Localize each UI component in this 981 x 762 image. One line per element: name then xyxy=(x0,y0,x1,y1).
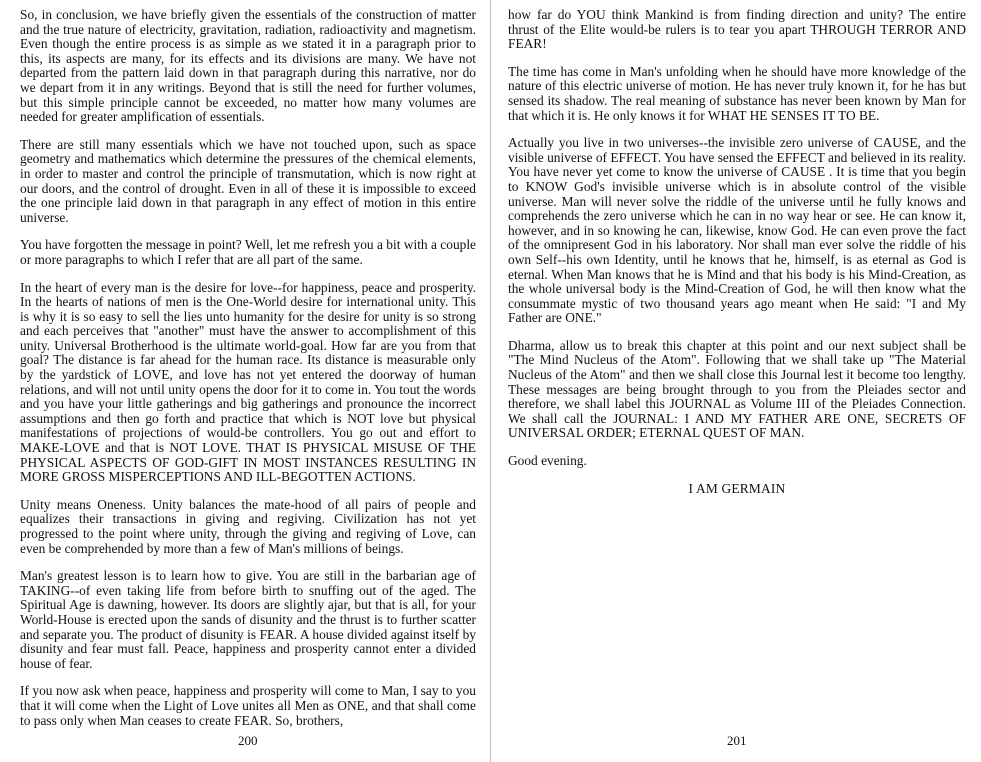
page-number-left: 200 xyxy=(238,733,258,748)
paragraph: If you now ask when peace, happiness and prosperity will come to Man, I say to you that it will come when the Light of Love unites all Men as ONE, and that shall come to pass only when Man ceases to create FEAR. So, brothers, xyxy=(20,683,476,728)
paragraph: Man's greatest lesson is to learn how to give. You are still in the barbarian age of TAKING--of even taking life from before birth to snuffing out of the aged. The Spiritual Age is dawning, however. Its doors are slightly ajar, but that is all, for your World-House is erected upon the sands of disunity and the thrust is to further scatter and separate you. The product of disunity is FEAR. A house divided against itself by disunity and fear must fall. Peace, happiness and prosperity cannot enter a divided house of fear. xyxy=(20,568,476,671)
left-page xyxy=(20,8,476,762)
paragraph: Actually you live in two universes--the invisible zero universe of CAUSE, and the visible universe of EFFECT. You have sensed the EFFECT and believed in its reality. You have never yet come to know the universe of CAUSE . It is time that you begin to KNOW God's invisible universe which is in absolute control of the visible universe. Man will never solve the riddle of the universe until he fully knows and comprehends the zero universe which he can in no way hear or see. He can know it, however, and in so knowing he can, likewise, know God. He can even prove the fact of the omnipresent God in his laboratory. Nor shall man ever solve the riddle of his own Self--his own Identity, until he knows that he, himself, is as eternal as God is eternal. When Man knows that he is Mind and that his body is his Mind-Creation, as the whole universal body is the Mind-Creation of God, he will then know what the consummate mystic of two thousand years ago meant when He said: "I and My Father are ONE." xyxy=(508,135,966,326)
signoff: Good evening. xyxy=(508,453,587,469)
page-number-right: 201 xyxy=(727,733,747,748)
page-gutter xyxy=(490,0,491,762)
paragraph: Unity means Oneness. Unity balances the mate-hood of all pairs of people and equalizes their transactions in giving and regiving. Civilization has not yet progressed to the point where unity, through the giving and regiving of Love, can even be comprehended by more than a few of Man's millions of beings. xyxy=(20,496,476,556)
paragraph: So, in conclusion, we have briefly given the essentials of the construction of matter and the true nature of electricity, gravitation, radiation, radioactivity and magnetism. Even though the entire process is as simple as we stated it in a paragraph prior to this, its aspects are many, for its effects and its divisions are many. We have not departed from the pattern laid down in that paragraph during this narrative, nor do we depart from it in any writings. Beyond that is still the need for further volumes, but this simple principle cannot be exceeded, no matter how many volumes are needed for greater amplification of essentials. xyxy=(20,7,476,125)
paragraph: In the heart of every man is the desire for love--for happiness, peace and prosperity. In the hearts of nations of men is the One-World desire for international unity. This is why it is so easy to sell the lies unto humanity for the desire for unity is so strong and each perceives that "another" must have the answer to accomplishment of this unity. Universal Brotherhood is the ultimate world-goal. How far are you from that goal? The distance is far ahead for the human race. Its distance is measurable only by the yardstick of LOVE, and love has not yet entered the doorway of human relations, and will not until unity opens the door for it to come in. You tout the words and you have your little gatherings and big gatherings and pronounce the incorrect assumptions and then go forth and practice that which is NOT love but physical manifestations of projections of would-be controllers. You go out and effort to MAKE-LOVE and that is NOT LOVE. THAT IS PHYSICAL MISUSE OF THE PHYSICAL ASPECTS OF GOD-GIFT IN MOST INSTANCES RESULTING IN MORE GROSS MISPERCEPTIONS AND ILL-BEGOTTEN ACTIONS. xyxy=(20,279,476,485)
paragraph: Dharma, allow us to break this chapter at this point and our next subject shall be "The Mind Nucleus of the Atom". Following that we shall take up "The Material Nucleus of the Atom" and then we shall close this Journal lest it become too lengthy. These messages are being brought through to you from the Pleiades sector and therefore, we shall label this JOURNAL as Volume III of the Pleiades Connection. We shall call the JOURNAL: I AND MY FATHER ARE ONE, SECRETS OF UNIVERSAL ORDER; ETERNAL QUEST OF MAN. xyxy=(508,337,966,441)
signature: I AM GERMAIN xyxy=(688,480,786,496)
paragraph: There are still many essentials which we have not touched upon, such as space geometry and mathematics which determine the pressures of the chemical elements, in order to master and control the principle of transmutation, which is now right at our doors, and the control of drought. Even in all of these it is impossible to exceed the one principle laid down in that paragraph in any effect of motion in this entire universe. xyxy=(20,136,476,225)
paragraph: You have forgotten the message in point? Well, let me refresh you a bit with a couple or more paragraphs to which I refer that are all part of the same. xyxy=(20,237,476,267)
paragraph: how far do YOU think Mankind is from finding direction and unity? The entire thrust of the Elite would-be rulers is to tear you apart THROUGH TERROR AND FEAR! xyxy=(508,7,966,52)
right-page xyxy=(508,8,966,762)
paragraph: The time has come in Man's unfolding when he should have more knowledge of the nature of this electric universe of motion. He has never truly known it, for he has but sensed its shadow. The real meaning of substance has never been known by Man for that which it is. He only knows it for WHAT HE SENSES IT TO BE. xyxy=(508,63,966,123)
